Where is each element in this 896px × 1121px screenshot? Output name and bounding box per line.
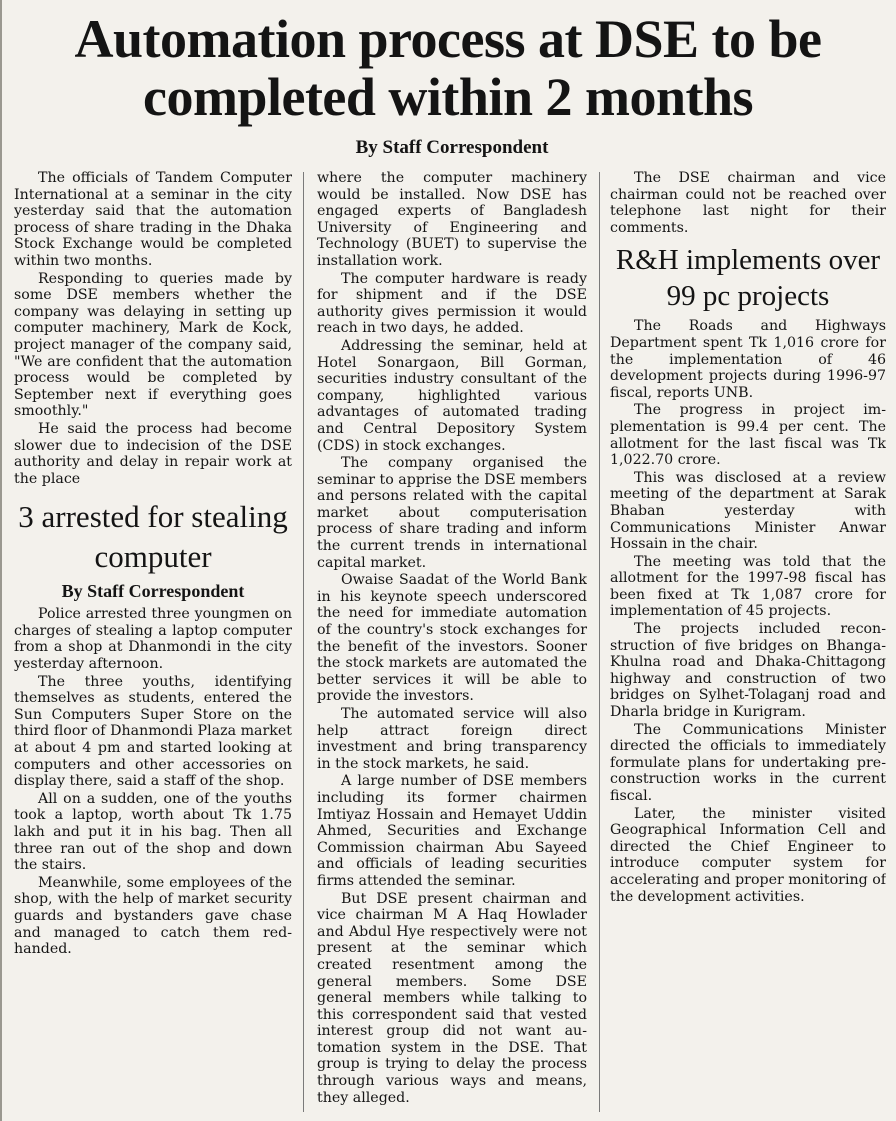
column-rule xyxy=(599,172,600,1112)
arrest-paragraph: Police arrested three youngmen on charges of stealing a laptop computer from a shop at Dhanmondi in the city yesterday afternoon. xyxy=(14,606,292,673)
main-paragraph: where the computer machinery would be installed. Now DSE has engaged experts of Bangladesh University of Engineering and Technology (BUET) to supervise the installation work. xyxy=(317,170,587,269)
rh-paragraph: This was disclosed at a review meeting of the department at Sarak Bhaban yesterday with Communications Minister Anwar Hossain in the chair. xyxy=(610,469,886,553)
rh-headline: R&H implements over 99 pc projects xyxy=(615,244,881,313)
main-headline: Automation process at DSE to be completed within 2 months xyxy=(74,9,822,127)
main-paragraph: Addressing the seminar, held at Hotel Sonargaon, Bill Gorman, securities industry consultant of the company, highlighted various advantages of automated trading and Central Depository System (CDS) in stock exchanges. xyxy=(317,337,587,454)
column-2 xyxy=(317,170,587,1118)
column-rule xyxy=(303,172,304,1112)
main-paragraph: The DSE chairman and vice chairman could not be reached over telephone last night for their comments. xyxy=(610,170,886,236)
rh-paragraph: The projects included reconstruction of five bridges on Bhanga-Khulna road and Dhaka-Chittagong highway and construction of two bridges on Sylhet-Tolaganj road and Dharla bridge in Kurigram. xyxy=(610,621,886,721)
main-byline: By Staff Correspondent xyxy=(355,137,549,158)
main-paragraph: The automated service will also help attract foreign direct investment and bring transparency in the stock markets, he said. xyxy=(317,706,587,772)
main-paragraph: The computer hardware is ready for shipment and if the DSE authority gives permission it would reach in two days, he added. xyxy=(317,270,587,337)
arrest-paragraph: Meanwhile, some employees of the shop, with the help of market security guards and bystanders gave chase and managed to catch them red-handed. xyxy=(14,874,292,958)
rh-paragraph: Later, the minister visited Geographical Information Cell and directed the Chief Engineer to introduce computer system for accelerating and proper monitoring of the development activities. xyxy=(610,805,886,905)
main-paragraph: A large number of DSE members including its former chairmen Imtiyaz Hossain and Hemayet Uddin Ahmed, Securities and Exchange Commission chairman Abu Sayeed and officials of leading securities firms attended the seminar. xyxy=(317,773,587,889)
main-paragraph: He said the process had become slower due to indecision of the DSE authority and delay in repair work at the place xyxy=(14,420,292,487)
column-1 xyxy=(14,170,292,1115)
main-paragraph: Responding to queries made by some DSE members whether the company was delaying in setting up computer machinery, Mark de Kock, project manager of the company said, "We are confident that the automation process would be completed by September next if everything goes smoothly." xyxy=(14,270,292,420)
main-paragraph: The officials of Tandem Computer International at a seminar in the city yesterday said that the automation process of share trading in the Dhaka Stock Exchange would be completed within two months. xyxy=(14,170,292,269)
rh-paragraph: The progress in project implementation is 99.4 per cent. The allotment for the last fiscal was Tk 1,022.70 crore. xyxy=(610,402,886,469)
column-3 xyxy=(610,170,886,1118)
arrest-byline: By Staff Correspondent xyxy=(61,581,245,602)
rh-paragraph: The Communications Minister directed the officials to immediately formulate plans for undertaking pre-construction works in the current fiscal. xyxy=(610,721,886,804)
arrest-headline: 3 arrested for stealing computer xyxy=(18,499,288,575)
rh-paragraph: The meeting was told that the allotment for the 1997-98 fiscal has been fixed at Tk 1,087 crore for implementation of 45 projects. xyxy=(610,553,886,620)
arrest-paragraph: The three youths, identifying themselves as students, entered the Sun Computers Super Store on the third floor of Dhanmondi Plaza market at about 4 pm and started looking at computers and other accessories on display there, said a staff of the shop. xyxy=(14,673,292,790)
main-paragraph: Owaise Saadat of the World Bank in his keynote speech underscored the need for immediate automation of the country's stock exchanges for the benefit of the investors. Sooner the stock markets are automated the better services it will be able to provide the investors. xyxy=(317,572,587,705)
main-paragraph: But DSE present chairman and vice chairman M A Haq Howlader and Abdul Hye respectively were not present at the seminar which created resentment among the general members. Some DSE general members while talking to this correspondent said that vested interest group did not want automation system in the DSE. That group is trying to delay the process through various ways and means, they alleged. xyxy=(317,890,587,1106)
arrest-paragraph: All on a sudden, one of the youths took a laptop, worth about Tk 1.75 lakh and put it in his bag. Then all three ran out of the shop and down the stairs. xyxy=(14,790,292,874)
main-paragraph: The company organised the seminar to apprise the DSE members and persons related with the capital market about computerisation process of share trading and inform the current trends in international capital market. xyxy=(317,455,587,571)
rh-paragraph: The Roads and Highways Department spent Tk 1,016 crore for the implementation of 46 development projects during 1996-97 fiscal, reports UNB. xyxy=(610,318,886,401)
